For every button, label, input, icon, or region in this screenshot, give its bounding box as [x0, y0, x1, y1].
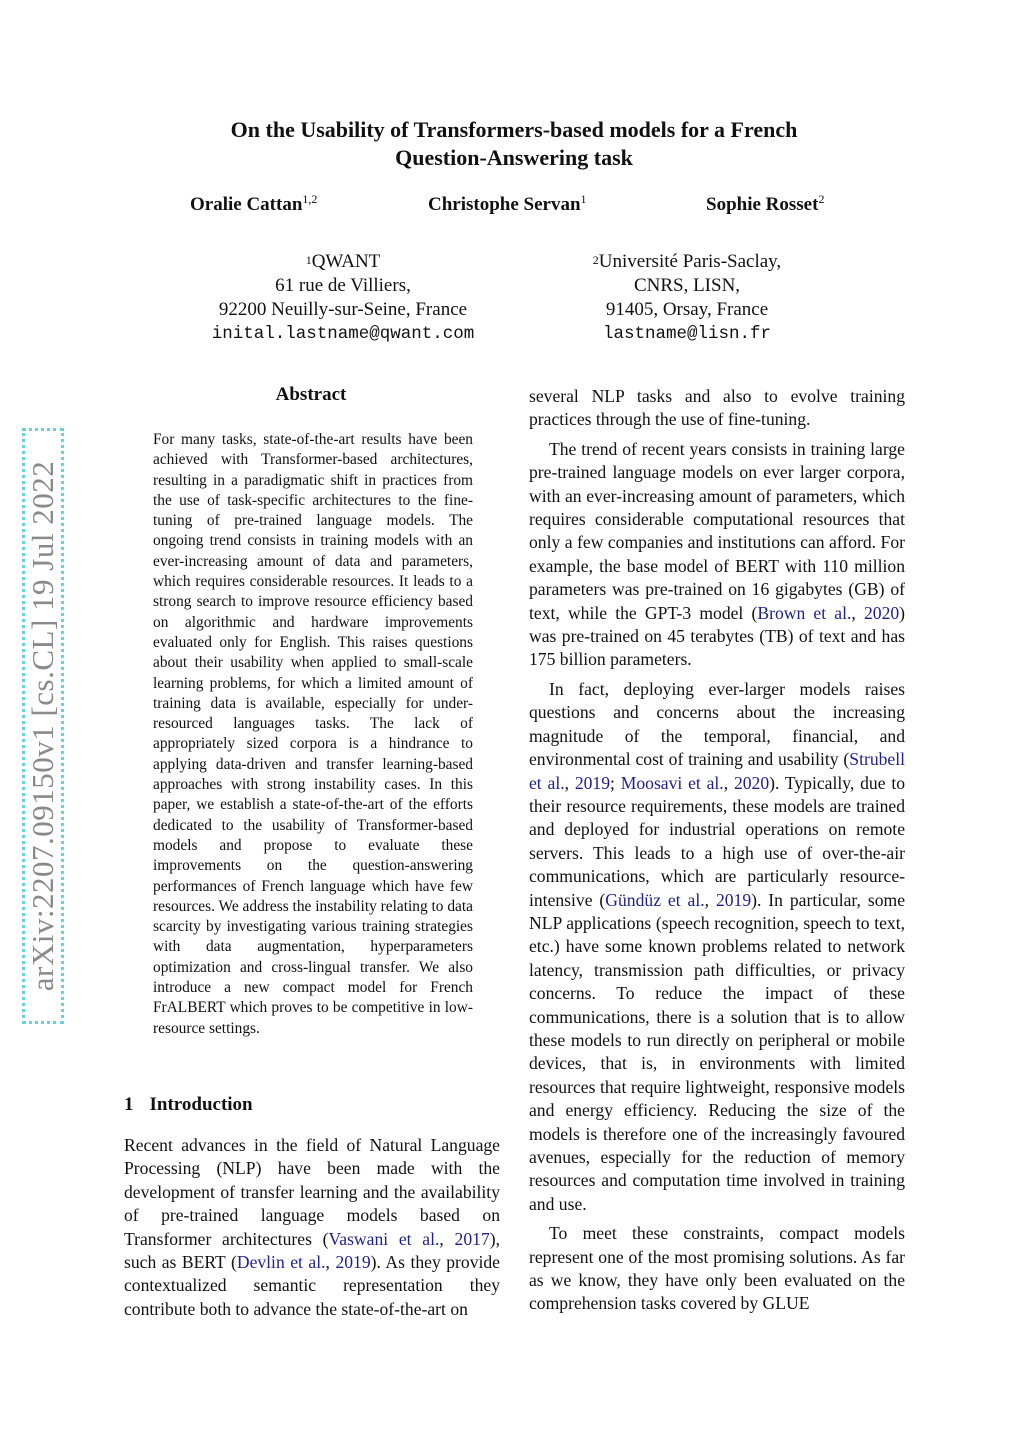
arxiv-stamp[interactable]	[22, 428, 64, 1024]
citation-link[interactable]: Gündüz et al.	[605, 889, 705, 910]
abstract-body: For many tasks, state-of-the-art results have been achieved with Transformer-based architectures, resulting in a paradigmatic shift in practices from the use of task-specific architectures to the fine-tuning of pre-trained language models. The ongoing trend consists in training models with an ever-increasing amount of data and parameters, which requires considerable resources. It leads to a strong search to improve resource efficiency based on algorithmic and hardware improvements evaluated only for English. This raises questions about their usability when applied to small-scale learning problems, for which a limited amount of training data is available, especially for under-resourced languages tasks. The lack of appropriately sized corpora is a hindrance to applying data-driven and transfer learning-based approaches with strong instability cases. In this paper, we establish a state-of-the-art of the efforts dedicated to the usability of Transformer-based models and propose to evaluate these improvements on the question-answering performances of French language which have few resources. We address the instability relating to data scarcity by investigating various training strategies with data augmentation, hyperparameters optimization and cross-lingual transfer. We also introduce a new compact model for French FrALBERT which proves to be competitive in low-resource settings.	[153, 431, 473, 1037]
affiliation-email: lastname@lisn.fr	[602, 324, 772, 344]
citation-link[interactable]: 2017	[454, 1228, 490, 1249]
citation-link[interactable]: 2019	[574, 772, 611, 793]
author-2	[428, 194, 587, 216]
abstract-heading: Abstract	[275, 384, 347, 405]
author-3	[706, 194, 824, 216]
affiliation-org: Université Paris-Saclay,	[598, 251, 782, 272]
title-line-2: Question-Answering task	[395, 145, 633, 170]
citation-link[interactable]: 2019	[335, 1252, 371, 1273]
author-affiliation-mark: 1	[580, 192, 587, 206]
citation-link[interactable]: Strubell et al.	[529, 749, 905, 793]
affiliation-city: 91405, Orsay, France	[605, 299, 769, 320]
paragraph: In fact, deploying ever-larger models raises questions and concerns about the increasing magnitude of the temporal, financial, and environmental cost of training and usability (Strubell et al., 2019; Moosavi et al., 2020). Typically, due to their resource requirements, these models are trained and deployed for industrial operations on remote servers. This leads to a high use of over-the-air communications, which are particularly resource-intensive (Gündüz et al., 2019). In particular, some NLP applications (speech recognition, speech to text, etc.) have some known problems related to network latency, transmission path difficulties, or privacy concerns. To reduce the impact of these communications, there is a solution that is to allow these models to run directly on peripheral or mobile devices, that is, in environments with limited resources that require lightweight, responsive models and energy efficiency. Reducing the size of the models is therefore one of the increasingly favoured avenues, especially for the reduction of memory resources and computation time involved in training and use.	[529, 678, 906, 1214]
affiliation-org: QWANT	[311, 251, 381, 272]
right-column-body	[529, 385, 905, 1322]
citation-link[interactable]: Brown et al.	[757, 602, 852, 623]
paragraph: To meet these constraints, compact models represent one of the most promising solutions. As far as we know, they have only been evaluated on the comprehension tasks covered by GLUE	[529, 1223, 905, 1314]
left-column-body	[124, 1134, 500, 1327]
section-title: Introduction	[149, 1094, 253, 1115]
citation-link[interactable]: Moosavi et al.	[620, 772, 724, 793]
citation-link[interactable]: 2020	[863, 602, 900, 623]
section-heading-introduction	[124, 1094, 253, 1116]
citation-link[interactable]: Devlin et al.	[236, 1252, 326, 1273]
paper-title	[140, 116, 888, 172]
author-1	[190, 194, 317, 216]
affiliation-mark: 1	[305, 253, 312, 267]
author-name: Oralie Cattan	[190, 194, 303, 215]
title-line-1: On the Usability of Transformers-based models for a French	[230, 117, 798, 142]
arxiv-id: arXiv:2207.09150v1 [cs.CL] 19 Jul 2022	[25, 460, 60, 992]
affiliation-street: 61 rue de Villiers,	[275, 275, 411, 296]
affiliation-1	[180, 250, 506, 346]
paragraph: The trend of recent years consists in training large pre-trained language models on ever larger corpora, with an ever-increasing amount of parameters, which requires considerable computational resources that only a few companies and institutions can afford. For example, the base model of BERT with 110 million parameters was pre-trained on 16 gigabytes (GB) of text, while the GPT-3 model (Brown et al., 2020) was pre-trained on 45 terabytes (TB) of text and has 175 billion parameters.	[529, 438, 906, 670]
affiliation-2	[556, 250, 818, 346]
author-name: Sophie Rosset	[706, 194, 819, 215]
paragraph: Recent advances in the field of Natural Language Processing (NLP) have been made with the development of transfer learning and the availability of pre-trained language models based on Transformer architectures (Vaswani et al., 2017), such as BERT (Devlin et al., 2019). As they provide contextualized semantic representation they contribute both to advance the state-of-the-art on	[124, 1135, 500, 1319]
author-affiliation-mark: 2	[818, 192, 825, 206]
author-name: Christophe Servan	[428, 194, 581, 215]
paragraph-continuation: several NLP tasks and also to evolve training practices through the use of fine-tuning.	[529, 386, 905, 430]
section-number: 1	[124, 1094, 134, 1115]
affiliation-lab: CNRS, LISN,	[633, 275, 741, 296]
affiliation-mark: 2	[592, 253, 599, 267]
citation-link[interactable]: 2019	[715, 889, 752, 910]
affiliation-email: inital.lastname@qwant.com	[211, 324, 475, 344]
citation-link[interactable]: Vaswani et al.	[328, 1228, 440, 1249]
author-affiliation-mark: 1,2	[302, 192, 318, 206]
citation-link[interactable]: 2020	[733, 772, 770, 793]
affiliation-city: 92200 Neuilly-sur-Seine, France	[218, 299, 468, 320]
